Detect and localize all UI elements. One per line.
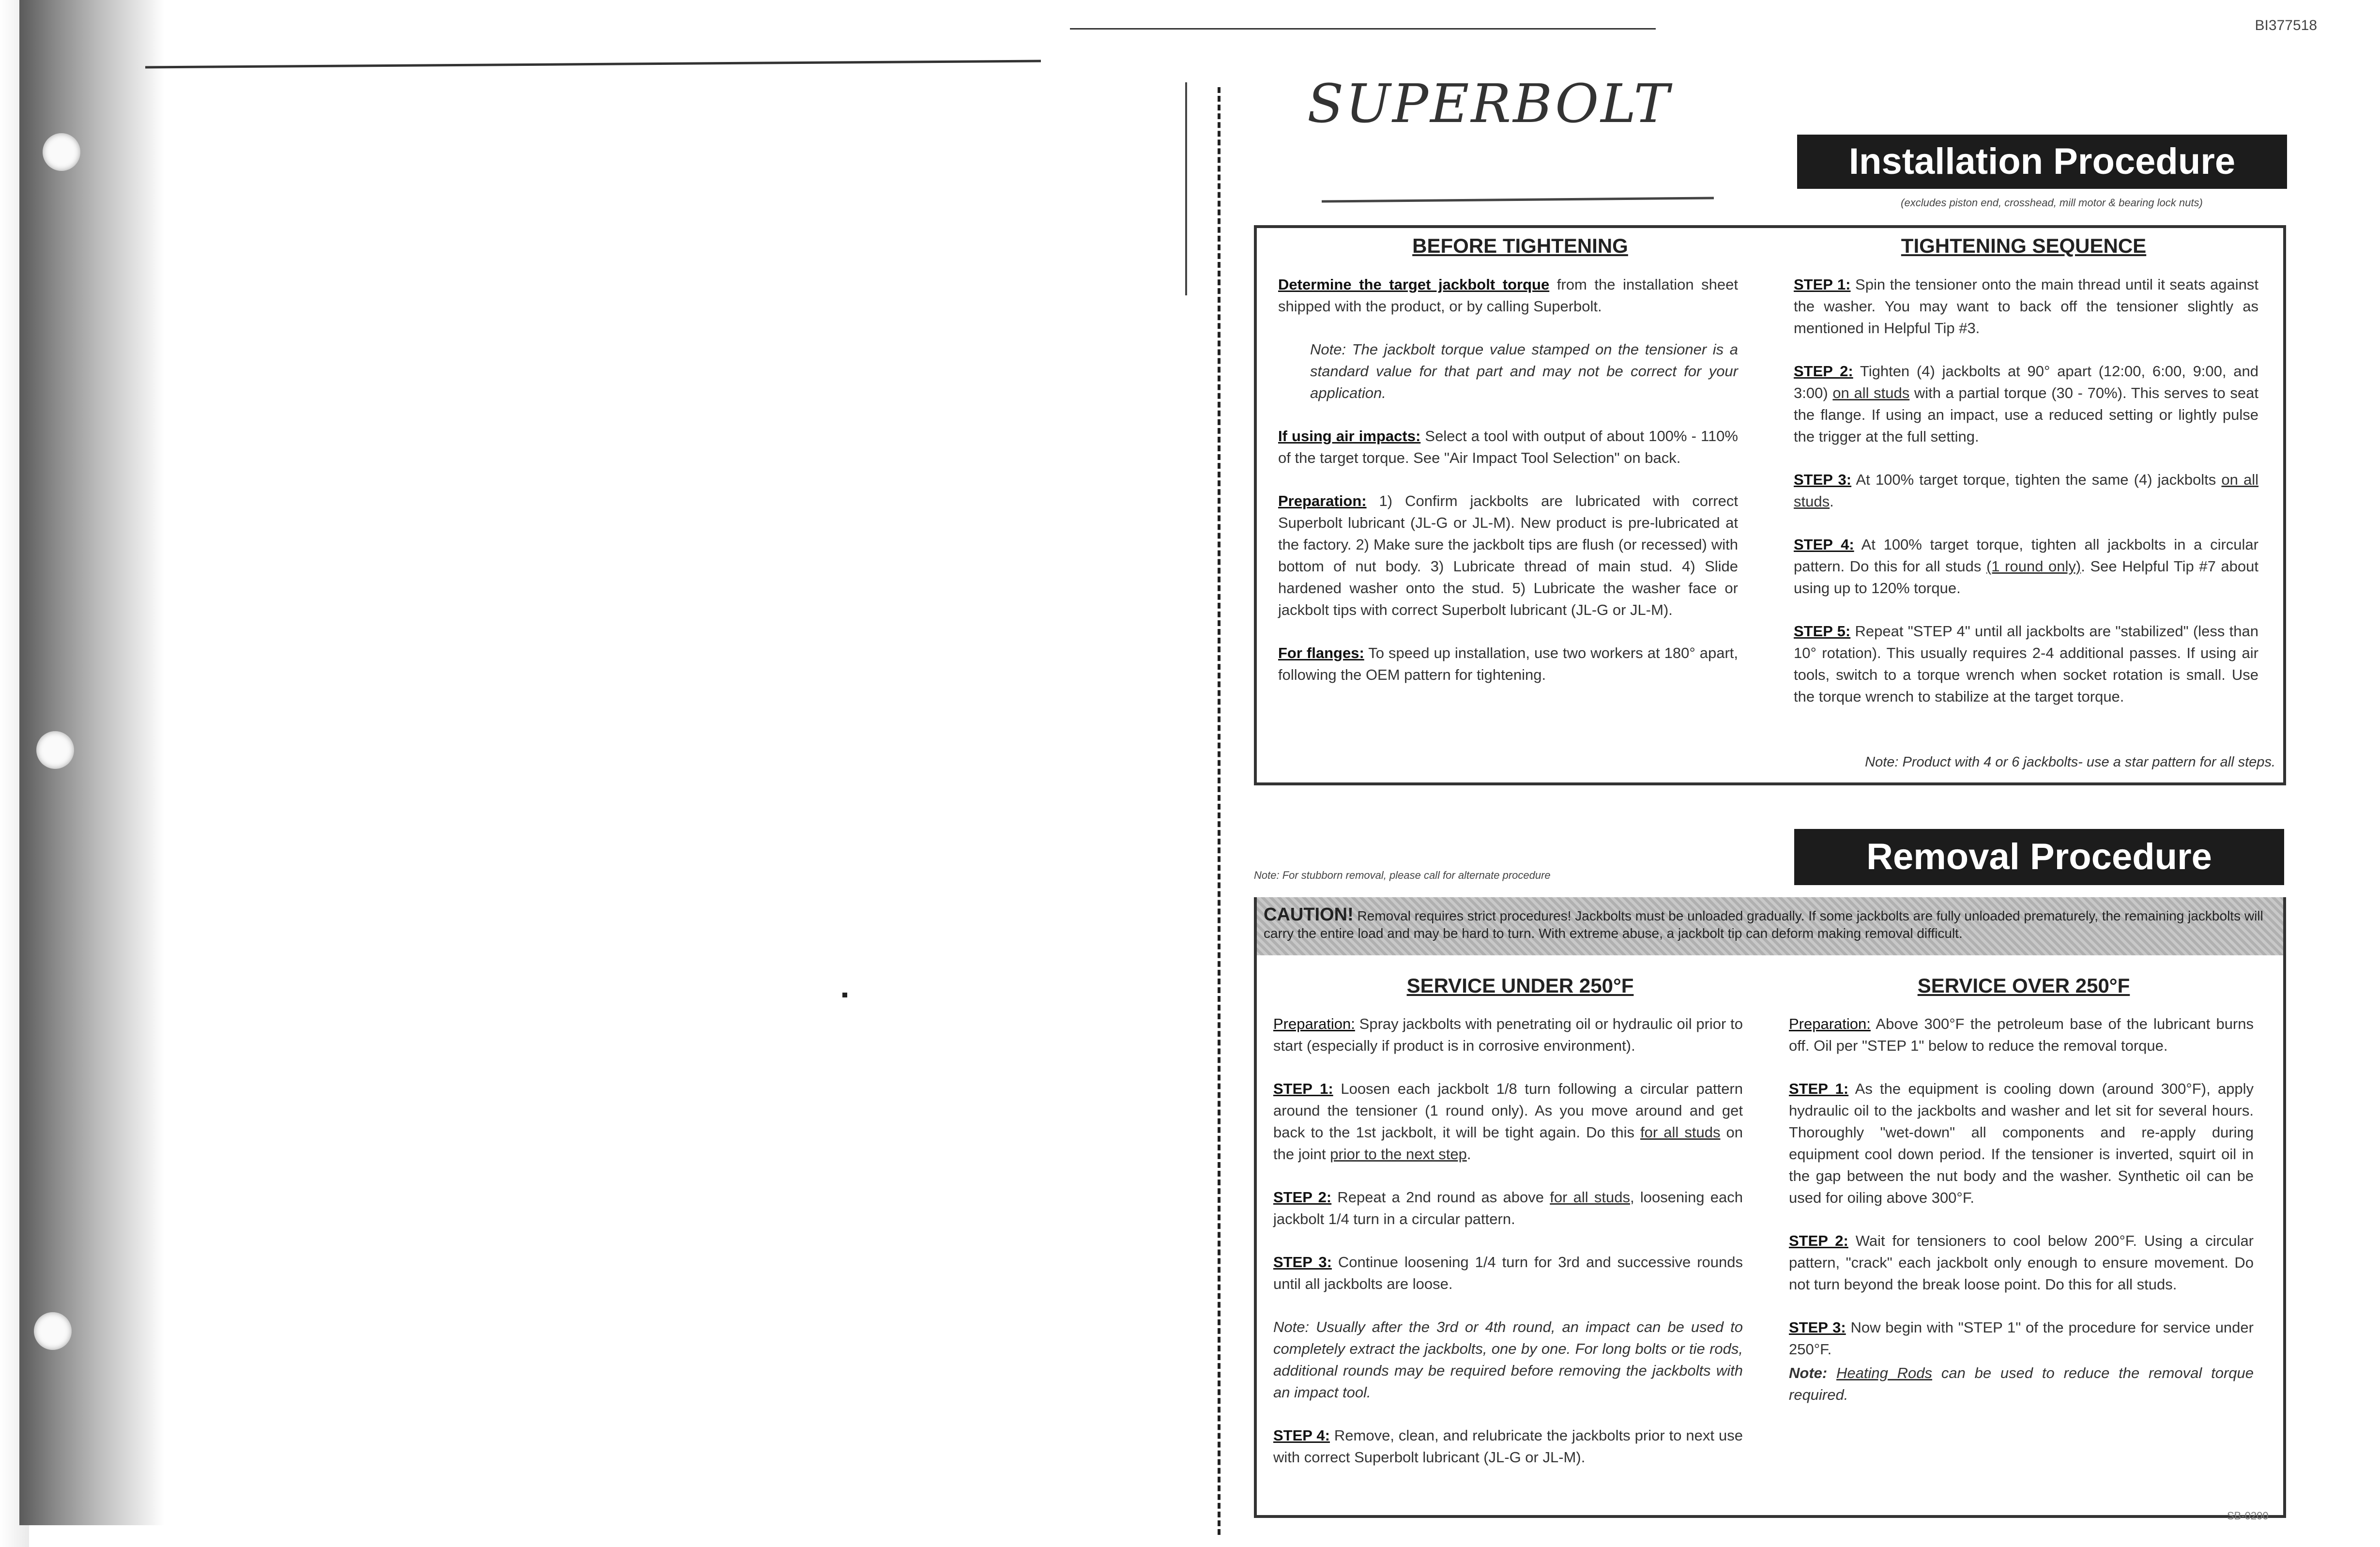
- binder-hole: [43, 133, 80, 171]
- removal-title: Removal Procedure: [1794, 829, 2284, 885]
- margin-line: [1185, 82, 1187, 295]
- preparation-paragraph: Preparation: 1) Confirm jackbolts are lubricated with correct Superbolt lubricant (JL-G or JL-M). New product is pre-lubricated at the factory. 2) Make sure the jackbolt tips are flush (or recessed) with bottom of nut body. 3) Lubricate thread of main stud. 4) Slide hardened washer onto the stud. 5) Lubricate the washer face or jackbolt tips with correct Superbolt lubricant (JL-G or JL-M).: [1278, 492, 1738, 618]
- under-impact-note: Note: Usually after the 3rd or 4th round, an impact can be used to completely extract the jackbolts, one by one. For long bolts or tie rods, additional rounds may be required before removing the jackbolts with an impact tool.: [1273, 1318, 1743, 1401]
- document-id: BI377518: [2255, 17, 2317, 33]
- service-over-column: [1789, 1013, 2254, 1427]
- page-top-edge: [145, 60, 1041, 69]
- tighten-step-4: STEP 4: At 100% target torque, tighten all jackbolts in a circular pattern. Do this for all studs (1 round only). See Helpful Tip #7 about using up to 120% torque.: [1794, 536, 2258, 597]
- before-tightening-heading: BEFORE TIGHTENING: [1412, 234, 1628, 257]
- under-step-4: STEP 4: Remove, clean, and relubricate the jackbolts prior to next use with correct Superbolt lubricant (JL-G or JL-M).: [1273, 1427, 1743, 1466]
- installation-subtitle: (excludes piston end, crosshead, mill motor & bearing lock nuts): [1901, 197, 2203, 209]
- footer-code: SB-0200: [2227, 1510, 2269, 1522]
- star-pattern-note: Note: Product with 4 or 6 jackbolts- use a star pattern for all steps.: [1865, 754, 2275, 770]
- tightening-sequence-column: [1794, 274, 2258, 707]
- speck: [842, 993, 847, 997]
- tighten-step-5: STEP 5: Repeat "STEP 4" until all jackbolts are "stabilized" (less than 10° rotation). This usually requires 2-4 additional passes. If using air tools, switch to a torque wrench when socket rotation is small. Use the torque wrench to stabilize at the target torque.: [1794, 623, 2258, 705]
- target-torque-paragraph: Determine the target jackbolt torque from the installation sheet shipped with the product, or by calling Superbolt.: [1278, 276, 1738, 315]
- page-top-edge: [1070, 28, 1656, 30]
- tightening-sequence-heading: TIGHTENING SEQUENCE: [1901, 234, 2147, 257]
- under-step-2: STEP 2: Repeat a 2nd round as above for all studs, loosening each jackbolt 1/4 turn in a circular pattern.: [1273, 1189, 1743, 1227]
- over-step-1: STEP 1: As the equipment is cooling down (around 300°F), apply hydraulic oil to the jackbolts and washer and let sit for several hours. Thoroughly "wet-down" all components and re-apply during equipment cool down period. If the tensioner is inverted, squirt oil in the gap between the nut body and the washer. Synthetic oil can be used for oiling above 300°F.: [1789, 1080, 2254, 1206]
- under-step-3: STEP 3: Continue loosening 1/4 turn for 3rd and successive rounds until all jackbolts are loose.: [1273, 1254, 1743, 1292]
- over-preparation: Preparation: Above 300°F the petroleum base of the lubricant burns off. Oil per "STEP 1" below to reduce the removal torque.: [1789, 1015, 2254, 1054]
- tighten-step-3: STEP 3: At 100% target torque, tighten the same (4) jackbolts on all studs.: [1794, 471, 2259, 510]
- heating-rods-note: Note: Heating Rods can be used to reduce the removal torque required.: [1789, 1364, 2254, 1403]
- air-impacts-paragraph: If using air impacts: Select a tool with output of about 100% - 110% of the target torque. See "Air Impact Tool Selection" on back.: [1278, 428, 1738, 466]
- handwritten-underline: [1322, 197, 1714, 202]
- tighten-step-1: STEP 1: Spin the tensioner onto the main thread until it seats against the washer. You may want to back off the tensioner slightly as mentioned in Helpful Tip #3.: [1794, 276, 2258, 337]
- binder-hole: [34, 1312, 72, 1350]
- under-step-1: STEP 1: Loosen each jackbolt 1/8 turn following a circular pattern around the tensioner (1 round only). As you move around and get back to the 1st jackbolt, it will be tight again. Do this for all studs on the joint prior to the next step.: [1273, 1080, 1743, 1163]
- service-under-heading: SERVICE UNDER 250°F: [1406, 974, 1634, 997]
- under-preparation: Preparation: Spray jackbolts with penetrating oil or hydraulic oil prior to start (especially if product is in corrosive environment).: [1273, 1015, 1743, 1054]
- handwritten-title: SUPERBOLT: [1307, 73, 1671, 135]
- over-step-2: STEP 2: Wait for tensioners to cool below 200°F. Using a circular pattern, "crack" each jackbolt only enough to ensure movement. Do not turn beyond the break loose point. Do this for all studs.: [1789, 1232, 2254, 1293]
- service-over-heading: SERVICE OVER 250°F: [1917, 974, 2130, 997]
- perforation-line: [1218, 87, 1221, 1535]
- tighten-step-2: STEP 2: Tighten (4) jackbolts at 90° apart (12:00, 6:00, 9:00, and 3:00) on all studs with a partial torque (30 - 70%). This serves to seat the flange. If using an impact, use a reduced setting or lightly pulse the trigger at the full setting.: [1794, 363, 2258, 445]
- caution-banner: [1257, 897, 2283, 955]
- flanges-paragraph: For flanges: To speed up installation, use two workers at 180° apart, following the OEM pattern for tightening.: [1278, 644, 1738, 683]
- before-tightening-column: [1278, 274, 1738, 707]
- installation-title: Installation Procedure: [1797, 135, 2287, 189]
- torque-note: Note: The jackbolt torque value stamped on the tensioner is a standard value for that part and may not be correct for your application.: [1310, 341, 1738, 401]
- caution-text: CAUTION! Removal requires strict procedures! Jackbolts must be unloaded gradually. If some jackbolts are fully unloaded prematurely, the remaining jackbolts will carry the entire load and may be hard to turn. With extreme abuse, a jackbolt tip can deform making removal difficult.: [1264, 904, 2263, 941]
- service-under-column: [1273, 1013, 1743, 1489]
- binder-hole: [36, 731, 74, 769]
- over-step-3: STEP 3: Now begin with "STEP 1" of the procedure for service under 250°F.: [1789, 1319, 2254, 1358]
- stubborn-removal-note: Note: For stubborn removal, please call for alternate procedure: [1254, 869, 1551, 881]
